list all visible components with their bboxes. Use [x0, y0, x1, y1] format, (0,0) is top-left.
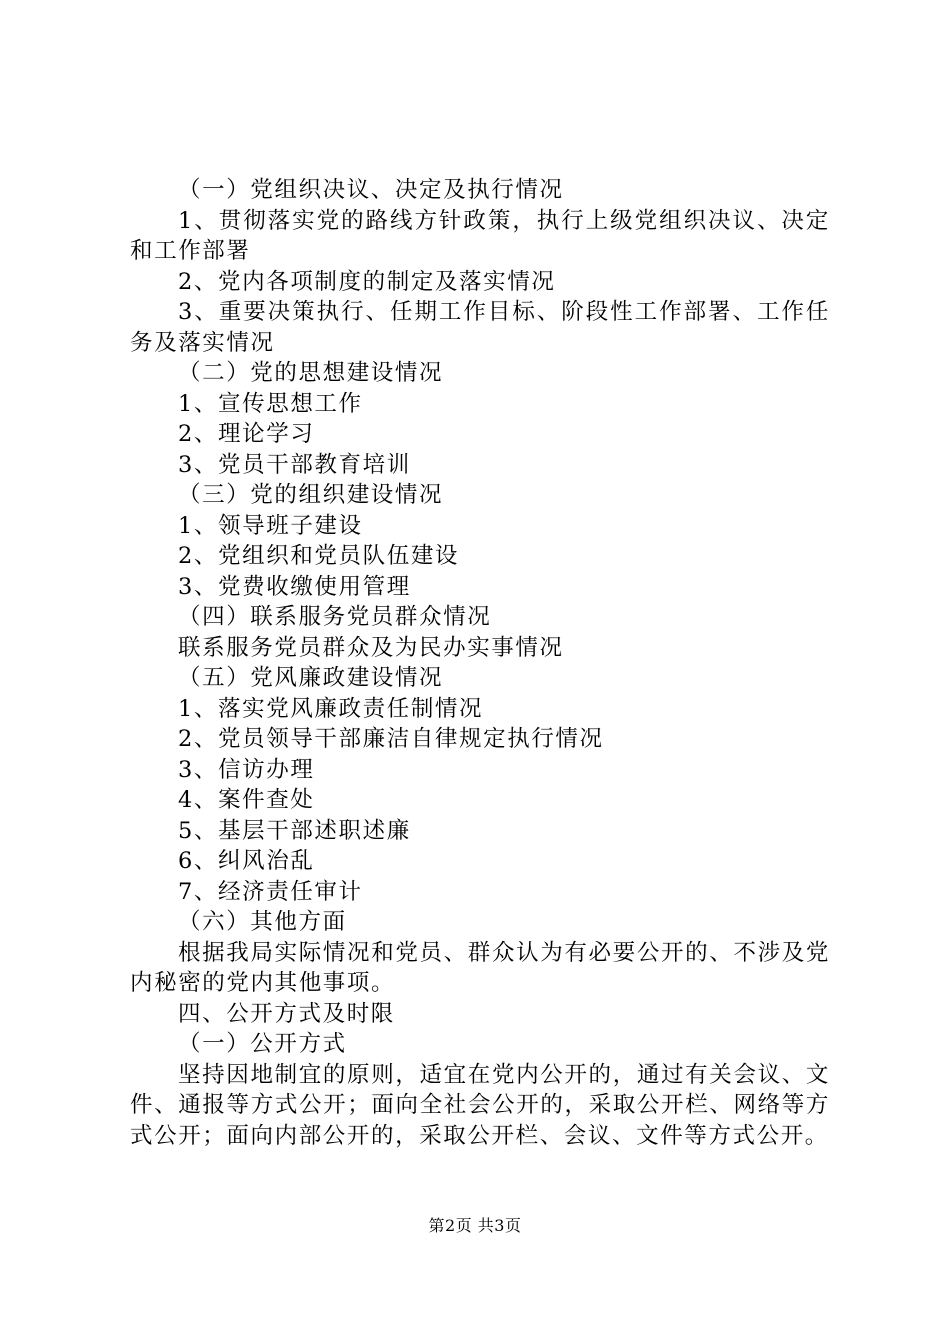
paragraph: 3、重要决策执行、任期工作目标、阶段性工作部署、工作任务及落实情况	[130, 299, 830, 356]
paragraph: 3、党员干部教育培训	[178, 451, 411, 478]
paragraph: 5、基层干部述职述廉	[178, 817, 411, 844]
paragraph: （四）联系服务党员群众情况	[178, 604, 492, 630]
paragraph: 4、案件查处	[178, 787, 315, 813]
paragraph: 1、贯彻落实党的路线方针政策，执行上级党组织决议、决定和工作部署	[130, 207, 830, 264]
paragraph: 2、党组织和党员队伍建设	[178, 543, 460, 569]
paragraph: 1、宣传思想工作	[178, 390, 363, 417]
paragraph: （一）公开方式	[178, 1031, 347, 1057]
page-number-footer: 第2页 共3页	[428, 1216, 522, 1235]
paragraph: （二）党的思想建设情况	[178, 360, 444, 386]
document-body	[130, 175, 830, 1151]
paragraph: 6、纠风治乱	[178, 848, 315, 874]
paragraph: 根据我局实际情况和党员、群众认为有必要公开的、不涉及党内秘密的党内其他事项。	[130, 939, 830, 996]
paragraph: 四、公开方式及时限	[178, 1000, 395, 1027]
paragraph: 坚持因地制宜的原则，适宜在党内公开的，通过有关会议、文件、通报等方式公开；面向全社会公开的，采取公开栏、网络等方式公开；面向内部公开的，采取公开栏、会议、文件等方式公开。	[130, 1061, 830, 1149]
paragraph: 7、经济责任审计	[178, 878, 363, 905]
paragraph: 1、落实党风廉政责任制情况	[178, 695, 484, 722]
paragraph: （五）党风廉政建设情况	[178, 665, 444, 691]
paragraph: 3、党费收缴使用管理	[178, 573, 411, 600]
paragraph: （六）其他方面	[178, 909, 347, 935]
paragraph: （三）党的组织建设情况	[178, 482, 444, 508]
paragraph: 2、党员领导干部廉洁自律规定执行情况	[178, 726, 604, 752]
paragraph: （一）党组织决议、决定及执行情况	[178, 177, 564, 203]
paragraph: 联系服务党员群众及为民办实事情况	[178, 634, 564, 661]
paragraph: 3、信访办理	[178, 756, 315, 783]
paragraph: 1、领导班子建设	[178, 512, 363, 539]
paragraph: 2、党内各项制度的制定及落实情况	[178, 268, 556, 295]
paragraph: 2、理论学习	[178, 421, 315, 447]
